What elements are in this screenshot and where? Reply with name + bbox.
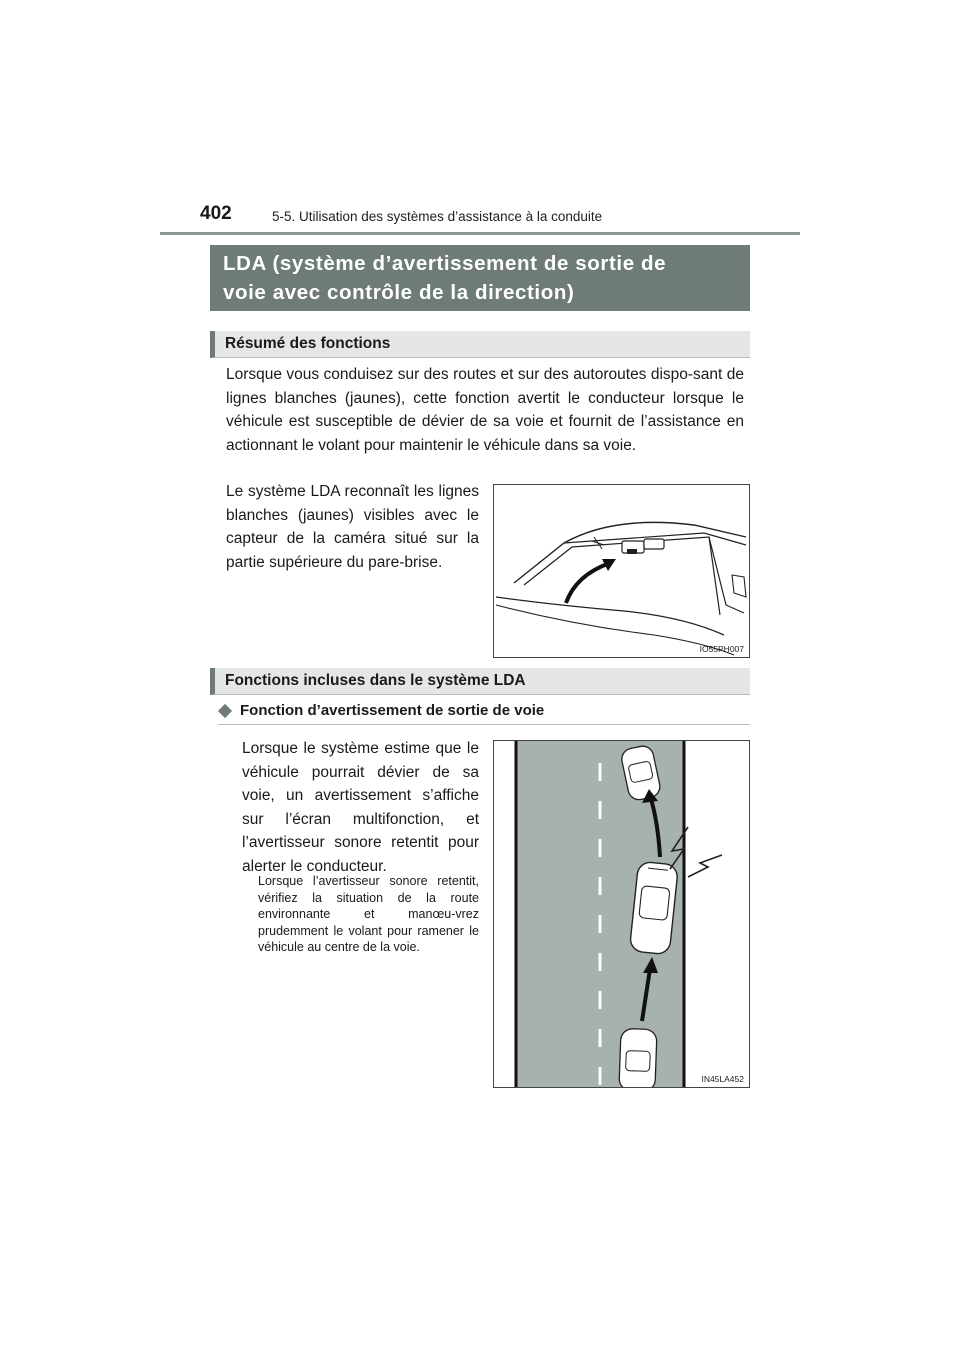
diamond-bullet-icon <box>218 703 232 717</box>
section-title-line-2: voie avec contrôle de la direction) <box>223 281 575 304</box>
header-divider <box>160 232 800 235</box>
lane-departure-warning-heading <box>218 702 544 719</box>
summary-paragraph: Lorsque vous conduisez sur des routes et sur des autoroutes dispo-sant de lignes blanches (jaunes), cette fonction avertit le conducteur lorsque le véhicule est susceptible de dévier de sa voie et fournit de l’assistance en actionnant le volant pour maintenir le véhicule dans sa voie. <box>226 366 744 454</box>
camera-paragraph: Le système LDA reconnaît les lignes blanches (jaunes) visibles avec le capteur de la caméra situé sur la partie supérieure du pare-brise. <box>226 483 479 571</box>
windshield-camera-figure <box>493 484 750 658</box>
lane-departure-warning-title: Fonction d’avertissement de sortie de voie <box>240 702 545 719</box>
lane-departure-figure <box>493 740 750 1088</box>
page-number: 402 <box>200 203 232 224</box>
section-title-line-1: LDA (système d’avertissement de sortie de <box>223 252 667 275</box>
figure-code: IO55PH007 <box>699 644 744 654</box>
section-header: 5-5. Utilisation des systèmes d’assistance à la conduite <box>272 209 603 224</box>
item-divider <box>218 724 750 725</box>
lane-departure-warning-text: Lorsque le système estime que le véhicule pourrait dévier de sa voie, un avertissement s’affiche sur l’écran multifonction, et l’avertisseur sonore retentit pour alerter le conducteur. <box>242 740 479 875</box>
summary-heading: Résumé des fonctions <box>210 331 750 358</box>
functions-heading: Fonctions incluses dans le système LDA <box>210 668 750 695</box>
lane-departure-illustration <box>494 741 750 1088</box>
figure-code: IN45LA452 <box>701 1074 744 1084</box>
section-title <box>210 245 750 311</box>
windshield-camera-illustration <box>494 485 750 658</box>
warning-note: Lorsque l’avertisseur sonore retentit, vérifiez la situation de la route environnante et manœu-vrez prudemment le volant pour ramener le véhicule au centre de la voie. <box>258 874 479 954</box>
